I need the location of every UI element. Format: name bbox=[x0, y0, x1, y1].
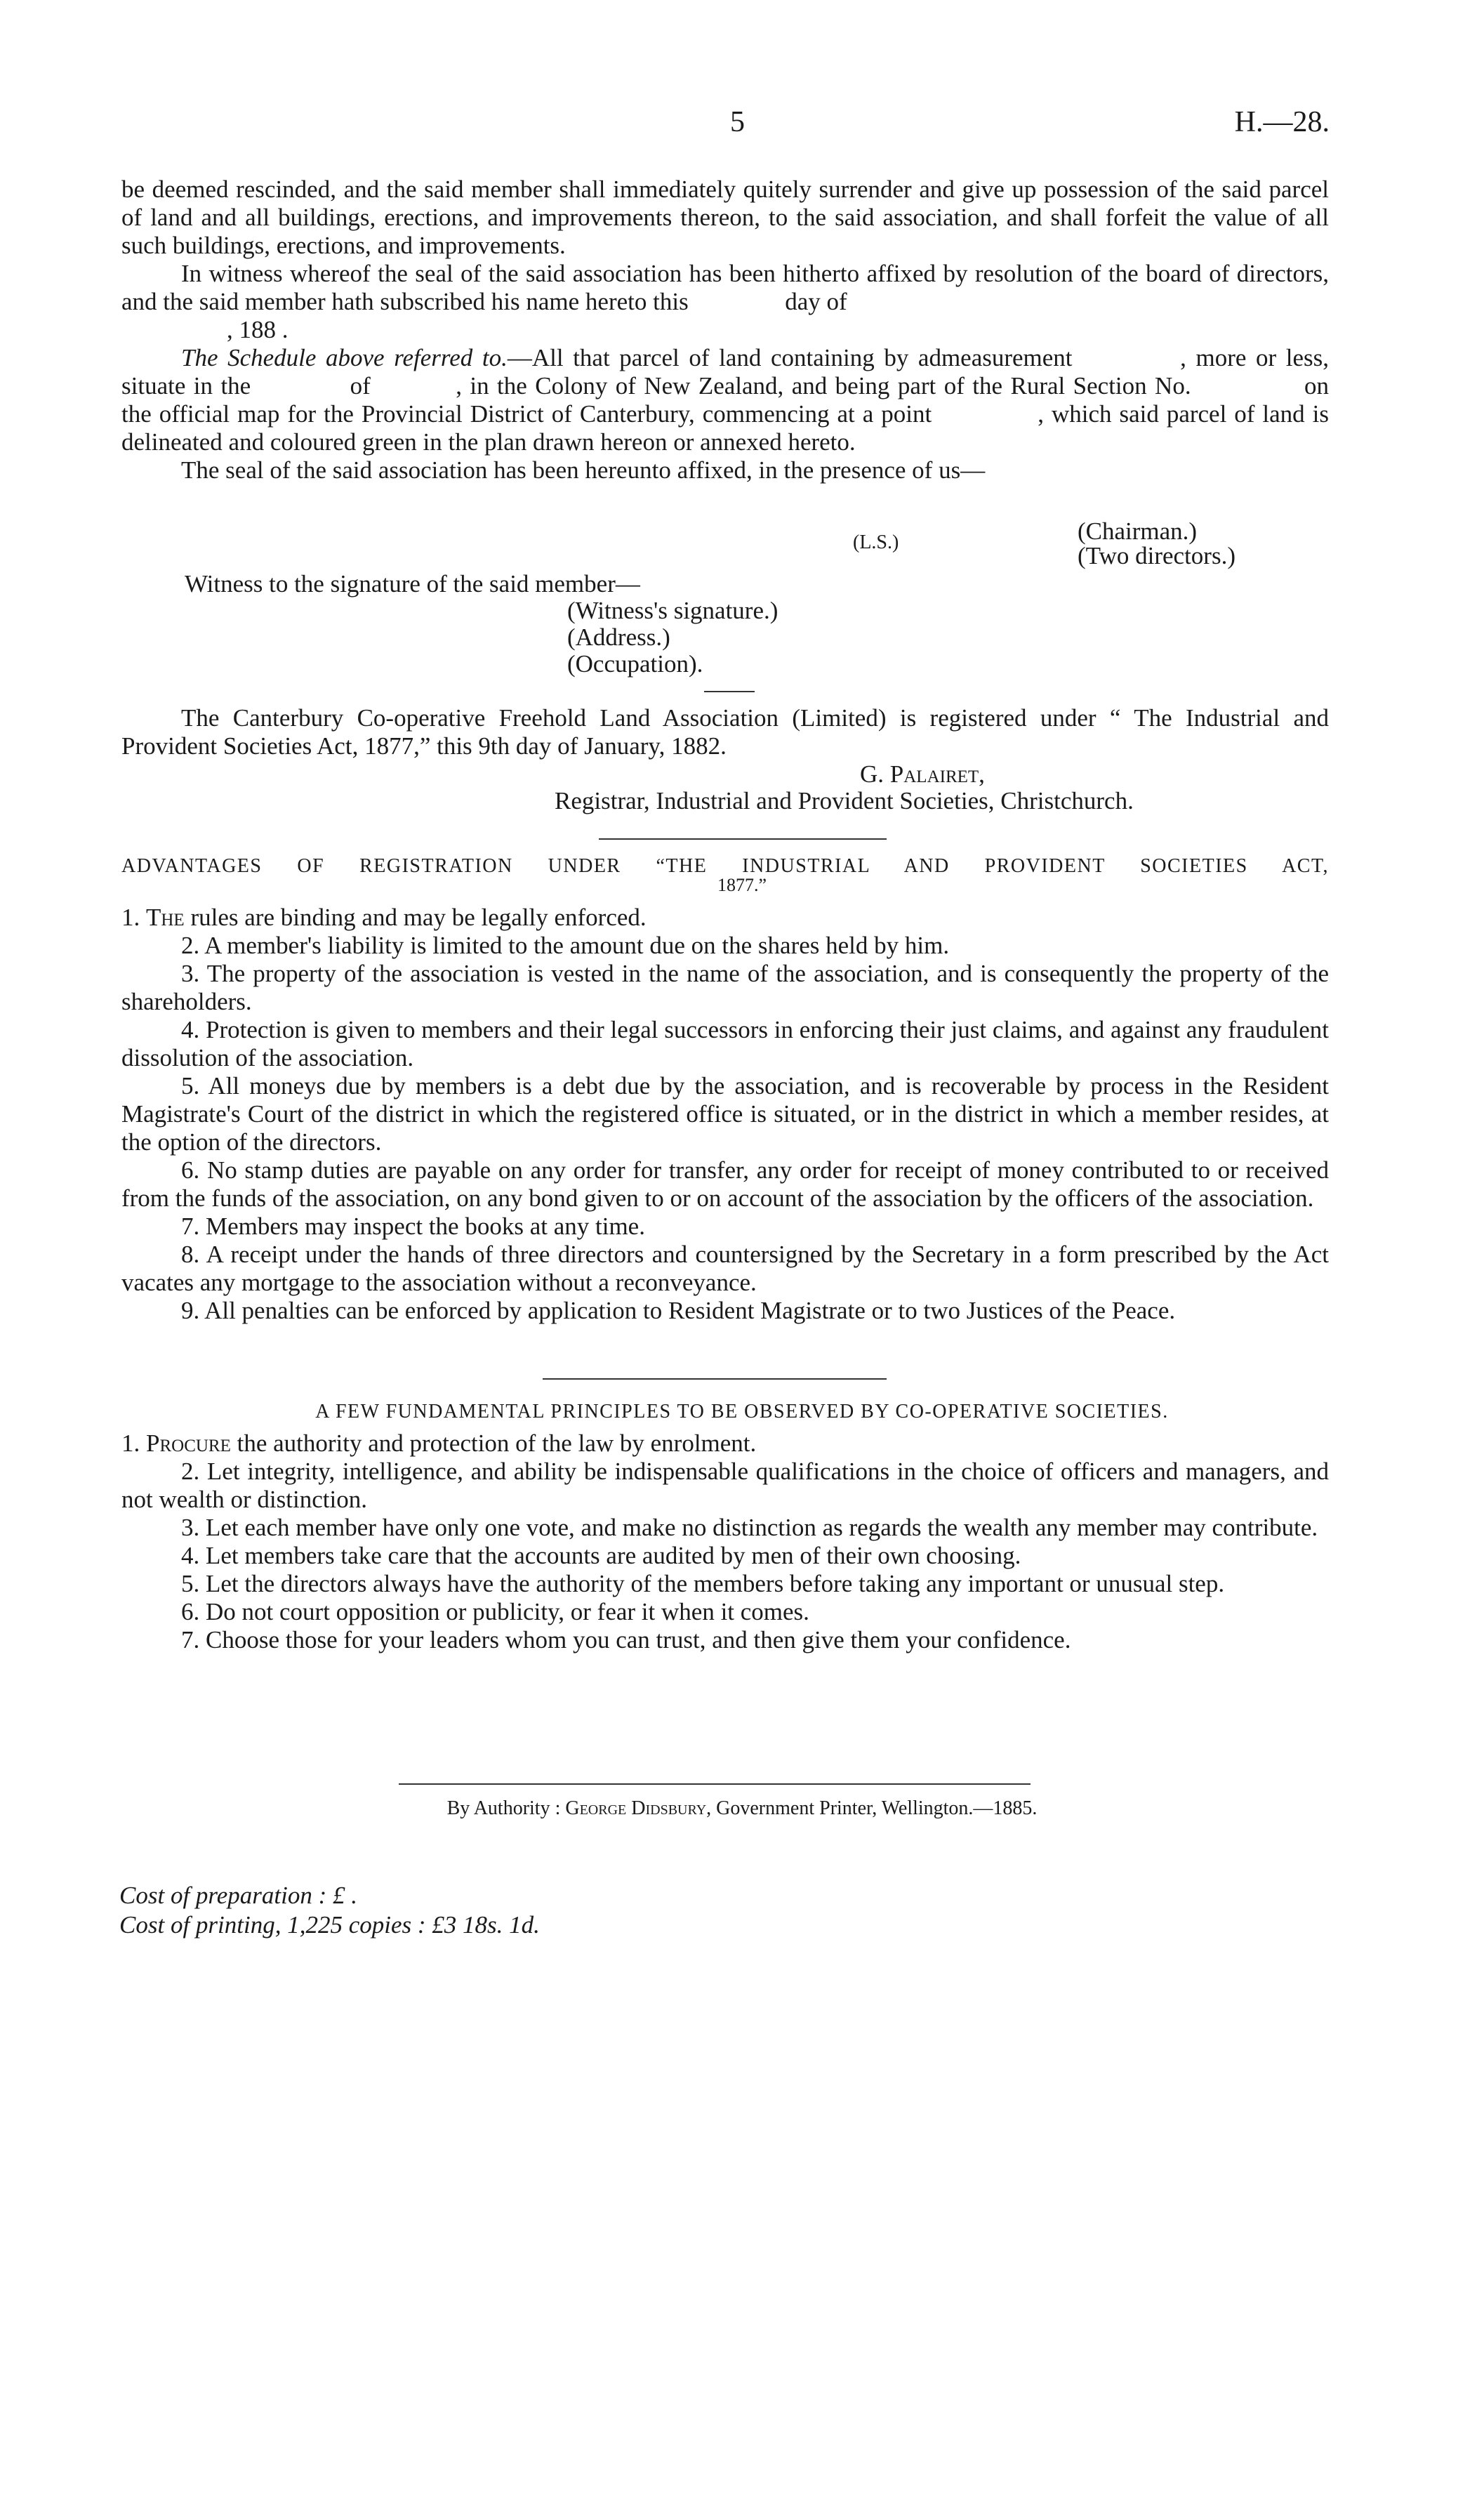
item-number: 7. bbox=[181, 1626, 200, 1653]
item-text: the authority and protection of the law by enrolment. bbox=[230, 1429, 757, 1457]
advantage-item bbox=[121, 960, 1329, 1016]
item-text: A receipt under the hands of three directors and countersigned by the Secretary in a form prescribed by the Act vacates any mortgage to the association without a reconveyance. bbox=[121, 1241, 1329, 1296]
item-number: 5. bbox=[181, 1570, 200, 1597]
item-number: 5. bbox=[181, 1072, 200, 1100]
schedule-of: of bbox=[350, 372, 371, 400]
year-line: , 188 . bbox=[227, 316, 289, 343]
item-number: 8. bbox=[181, 1241, 200, 1268]
witness-signature-label: (Witness's signature.) bbox=[567, 597, 779, 624]
advantage-item bbox=[121, 1297, 1329, 1325]
item-text: Do not court opposition or publicity, or fear it when it comes. bbox=[206, 1598, 809, 1625]
registrar-title: Registrar, Industrial and Provident Societies, Christchurch. bbox=[555, 787, 1134, 814]
principles-list bbox=[121, 1429, 1329, 1654]
ls-seal-mark: (L.S.) bbox=[853, 531, 899, 553]
item-number: 2. bbox=[181, 1458, 200, 1485]
principles-heading: A FEW FUNDAMENTAL PRINCIPLES TO BE OBSERVED BY CO-OPERATIVE SOCIETIES. bbox=[315, 1401, 1169, 1422]
item-text: Let integrity, intelligence, and ability be indispensable qualifications in the choice of officers and managers, and not wealth or distinction. bbox=[121, 1458, 1329, 1513]
occupation-label: (Occupation). bbox=[567, 650, 703, 678]
item-number: 7. bbox=[181, 1213, 200, 1240]
item-text: A member's liability is limited to the amount due on the shares held by him. bbox=[204, 932, 950, 959]
day-of-text: day of bbox=[785, 288, 847, 315]
item-number: 6. bbox=[181, 1598, 200, 1625]
item-text: Choose those for your leaders whom you can trust, and then give them your confidence. bbox=[206, 1626, 1071, 1653]
registration-text: The Canterbury Co-operative Freehold Land Association (Limited) is registered under “ The Industrial and Provident Societies Act, 1877,” this 9th day of January, 1882. bbox=[121, 704, 1329, 760]
item-text: All moneys due by members is a debt due by the association, and is recoverable by process in the Resident Magistrate's Court of the district in which the registered office is situated, or in the district in which a member resides, at the option of the directors. bbox=[121, 1072, 1329, 1156]
item-lead: Procure bbox=[146, 1429, 231, 1457]
item-text: All penalties can be enforced by application to Resident Magistrate or to two Justices of the Peace. bbox=[204, 1297, 1176, 1324]
principle-item bbox=[121, 1514, 1329, 1542]
advantage-item bbox=[121, 1213, 1329, 1241]
schedule-text-c: , in the Colony of New Zealand, and being part of the Rural Section No. bbox=[456, 372, 1191, 400]
imprint-prefix: By Authority : bbox=[446, 1797, 566, 1819]
imprint-divider bbox=[399, 1783, 1031, 1785]
schedule-text-d: on the official map for the Provincial District of Canterbury, commencing at a point bbox=[121, 372, 1330, 428]
item-text: Let the directors always have the authority of the members before taking any important or unusual step. bbox=[206, 1570, 1225, 1597]
section-divider-1 bbox=[599, 838, 887, 840]
advantage-item bbox=[121, 904, 1329, 932]
advantage-item bbox=[121, 1156, 1329, 1213]
item-text: Let each member have only one vote, and make no distinction as regards the wealth any member may contribute. bbox=[206, 1514, 1318, 1541]
document-reference: H.—28. bbox=[1234, 106, 1330, 138]
deed-continuation bbox=[121, 176, 1329, 484]
item-text: Let members take care that the accounts are audited by men of their own choosing. bbox=[206, 1542, 1021, 1569]
schedule-paragraph bbox=[121, 344, 1329, 456]
seal-line: The seal of the said association has been hereunto affixed, in the presence of us— bbox=[181, 456, 986, 484]
cost-of-printing: Cost of printing, 1,225 copies : £3 18s. 1d. bbox=[119, 1911, 540, 1939]
principle-item bbox=[121, 1570, 1329, 1598]
schedule-text-e: , which said parcel of land is delineated and coloured green in the plan drawn hereon or annexed hereto. bbox=[121, 400, 1330, 456]
item-number: 2. bbox=[181, 932, 200, 959]
item-text: rules are binding and may be legally enforced. bbox=[184, 904, 647, 931]
advantages-heading-year: 1877.” bbox=[717, 875, 767, 895]
advantages-heading: ADVANTAGES OF REGISTRATION UNDER “THE INDUSTRIAL AND PROVIDENT SOCIETIES ACT, bbox=[121, 855, 1329, 877]
principle-item bbox=[121, 1429, 1329, 1458]
schedule-text-a: —All that parcel of land containing by admeasurement bbox=[507, 344, 1073, 371]
principle-item bbox=[121, 1626, 1329, 1654]
advantage-item bbox=[121, 1241, 1329, 1297]
advantages-list bbox=[121, 904, 1329, 1325]
item-text: The property of the association is vested in the name of the association, and is consequently the property of the shareholders. bbox=[121, 960, 1329, 1015]
item-text: Members may inspect the books at any time. bbox=[206, 1213, 645, 1240]
schedule-comma: , bbox=[1180, 344, 1186, 371]
principle-item bbox=[121, 1598, 1329, 1626]
item-number: 3. bbox=[181, 960, 200, 987]
printer-imprint bbox=[0, 1797, 1484, 1820]
item-number: 1. bbox=[121, 904, 140, 931]
principle-item bbox=[121, 1458, 1329, 1514]
cost-of-preparation: Cost of preparation : £ . bbox=[119, 1882, 357, 1909]
item-text: Protection is given to members and their legal successors in enforcing their just claims, and against any fraudulent dissolution of the association. bbox=[121, 1016, 1329, 1071]
printer-name: George Didsbury bbox=[565, 1797, 707, 1819]
item-number: 4. bbox=[181, 1016, 200, 1043]
registration-section bbox=[121, 704, 1329, 760]
witness-line: Witness to the signature of the said member— bbox=[185, 570, 640, 597]
advantage-item bbox=[121, 932, 1329, 960]
witness-whereof-text: In witness whereof the seal of the said association has been hitherto affixed by resolution of the board of directors, and the said member hath subscribed his name hereto this bbox=[121, 260, 1329, 315]
deed-paragraph-2 bbox=[121, 260, 1329, 316]
advantage-item bbox=[121, 1072, 1329, 1156]
item-number: 3. bbox=[181, 1514, 200, 1541]
registrar-name: G. Palairet, bbox=[860, 760, 985, 788]
page-number: 5 bbox=[730, 106, 745, 138]
section-divider-2 bbox=[543, 1378, 887, 1380]
item-number: 1. bbox=[121, 1429, 140, 1457]
deed-paragraph-1: be deemed rescinded, and the said member shall immediately quitely surrender and give up possession of the said parcel of land and all buildings, erections, and improvements thereon, to the said association, and shall forfeit the value of all such buildings, erections, and improvements. bbox=[121, 176, 1329, 259]
item-number: 4. bbox=[181, 1542, 200, 1569]
item-lead: The bbox=[146, 904, 185, 931]
imprint-suffix: , Government Printer, Wellington.—1885. bbox=[706, 1797, 1038, 1819]
address-label: (Address.) bbox=[567, 623, 670, 651]
item-number: 9. bbox=[181, 1297, 200, 1324]
schedule-text-b: more or less, situate in the bbox=[121, 344, 1330, 400]
chairman-label: (Chairman.) bbox=[1078, 517, 1198, 545]
schedule-title: The Schedule above referred to. bbox=[181, 344, 508, 371]
item-text: No stamp duties are payable on any order for transfer, any order for receipt of money contributed to or received from the funds of the association, on any bond given to or on account of the association by the officers of the association. bbox=[121, 1156, 1330, 1212]
item-number: 6. bbox=[181, 1156, 200, 1184]
principle-item bbox=[121, 1542, 1329, 1570]
short-divider bbox=[704, 691, 755, 692]
advantage-item bbox=[121, 1016, 1329, 1072]
two-directors-label: (Two directors.) bbox=[1078, 542, 1235, 569]
